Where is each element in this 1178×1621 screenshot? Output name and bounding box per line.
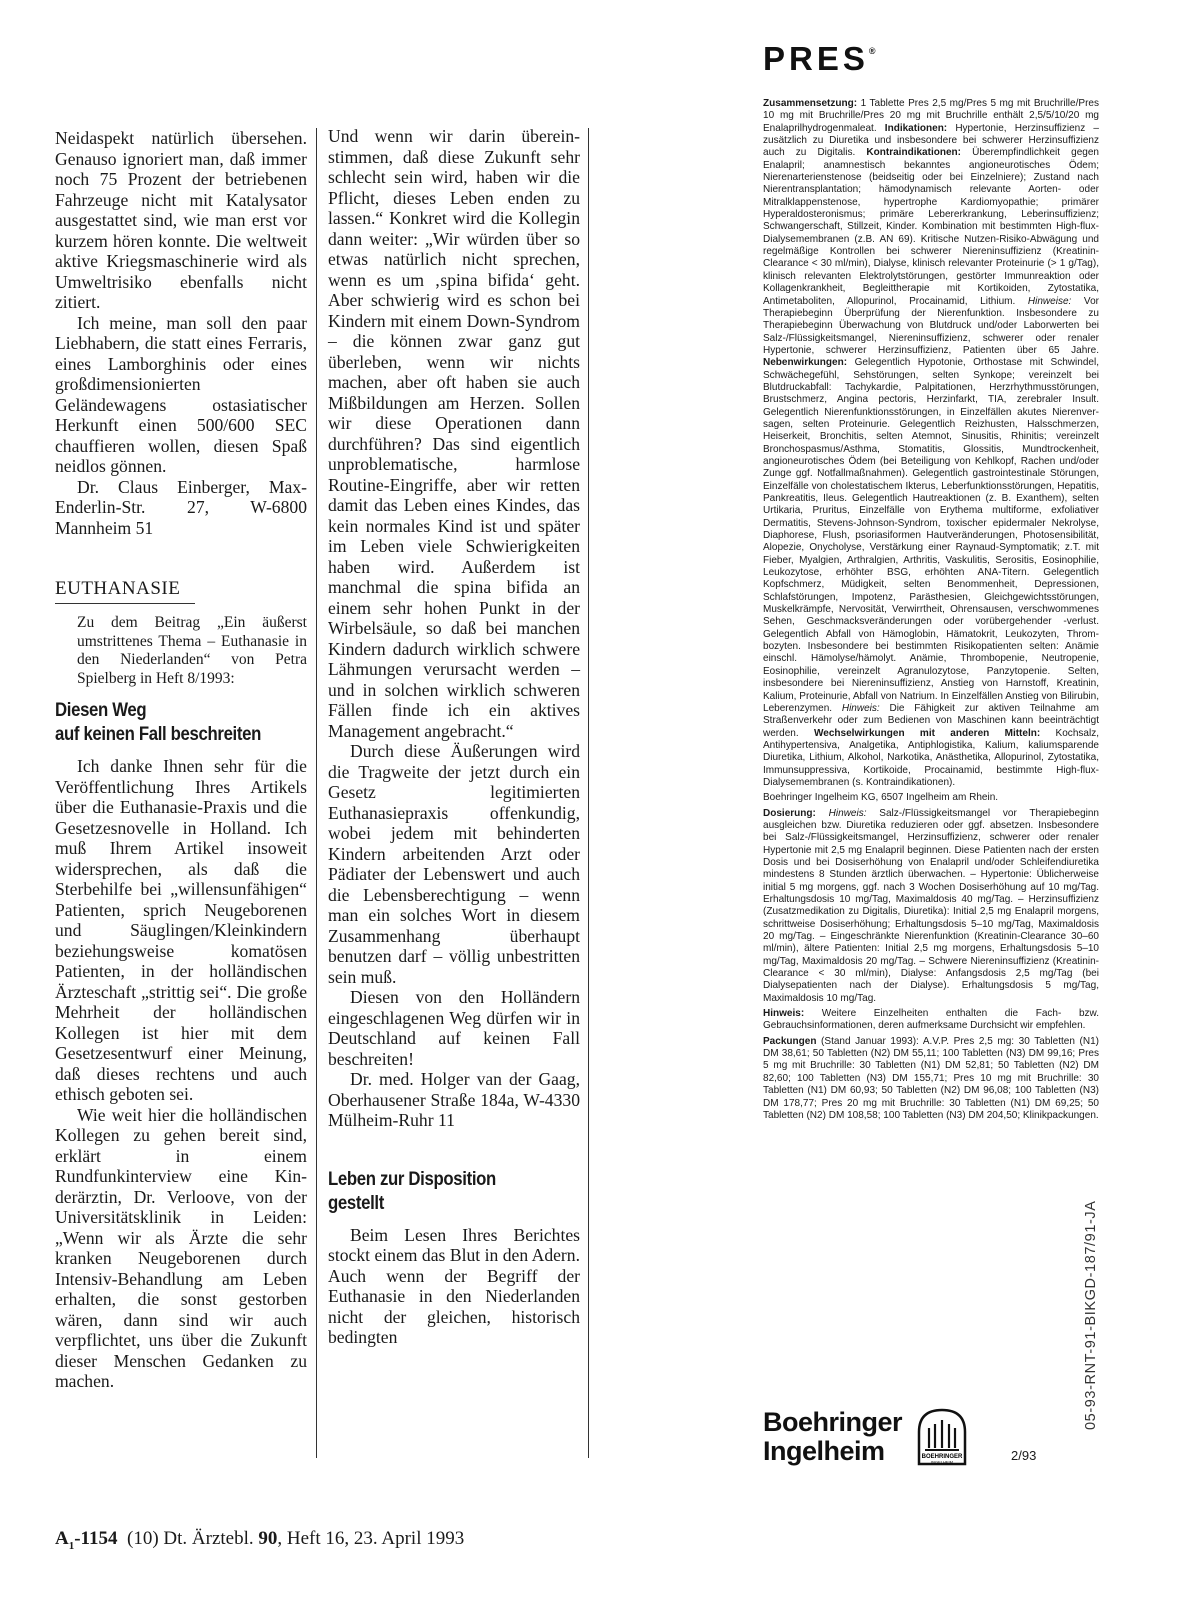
column-middle	[328, 126, 580, 1348]
journal-name: (10) Dt. Ärztebl.	[117, 1528, 259, 1549]
paragraph: Und wenn wir darin übereinstimmen, daß diese Zukunft sehr schlecht sein wird, haben wir die Pflicht, dieses Leben enden zu lassen.“ Konkret wird die Kollegin dann weiter: „Wir würden über so etwas natürlich nicht sprechen, wenn es um ‚spina bifida‘ geht. Aber schwierig wird es schon bei Kindern mit einem Down-Syndrom – die können zwar ganz gut überleben, wenn wir nichts machen, aber oft haben sie auch Mißbildungen am Herzen. Sollen wir diese Operationen dann durchführen? Das sind eigentlich unproblematische, harmlose Routine-Eingriffe, aber wir retten damit das Leben eines Kindes, das kein normales Kind ist und später im Leben viele Schwierigkeiten haben wird. Außerdem ist manchmal die spina bifida an einem sehr hohen Punkt in der Wirbelsäule, so daß bei manchen Kindern dadurch wirklich schwere Lähmungen verursacht werden – und in solchen wirklich schweren Fällen finde ich ein aktives Management angebracht.“	[328, 126, 580, 741]
info-paragraph	[763, 1036, 1099, 1122]
label: Hinweis:	[763, 1008, 805, 1020]
brand-name: PRES	[763, 40, 869, 77]
text: Kochsalz, Antihypertensiva, Analgetika, Antiphlogistika, Kalium, kaliumsparende Diuretika, Lithium, Alkohol, Narkotika, Anästhetika, Allopurinol, Zytostatika, Immunsuppressiva, Kortikoide, Procainamid, bestimmte High-flux-Dialysemembranen (s. Kontraindikationen).	[763, 727, 1099, 788]
label: Wechselwirkungen mit anderen Mitteln:	[814, 727, 1041, 739]
boehringer-logo	[763, 1408, 902, 1466]
text: Gelegentlich Hypotonie, Orthostase mit Schwindel, Schwächegefühl, Sehstörungen, selten Synkope; vereinzelt bei Blutdruckabfall: Tachykardie, Palpitationen, Herzrhythmusstörungen, Brustschmerz, Angina pectoris, Herzinfarkt, TIA, zerebraler Insult. Gelegentlich Nierenfunktionsstörungen, in Einzelfällen akutes Nierenversagen, selten Proteinurie. Gelegentlich Reizhusten, Halsschmerzen, Heiserkeit, Bronchitis, selten Atemnot, Sinusitis, Rhinitis; vereinzelt Bronchospasmus/Asthma, Stomatitis, Glossitis, Mundtrockenheit, angioneurotisches Ödem (bei Beteiligung von Kehlkopf, Rachen und/oder Zunge ggf. Notfallmaßnahmen). Gelegentlich gastrointestinale Störungen, Einzelfälle von cholestatischem Ikterus, Leberfunktionsstörungen, Hepatitis, Pankreatitis, Ileus. Gelegentlich Hautreaktionen (z. B. Exanthem), selten Urtikaria, Pruritus, Einzelfälle von Erythema multiforme, exfoliativer Dermatitis, Stevens-Johnson-Syndrom, toxischer epidermaler Nekrolyse, Diaphorese, Flush, psoriasiformen Hautveränderungen, Photosensibilität, Alopezie, Onycholyse, Verstärkung einer Raynaud-Symptomatik; z.T. mit Fieber, Myalgien, Arthralgien, Arthritis, Vaskulitis, Serositis, Eosinophilie, Leukozytose, erhöhter BSG, erhöhten ANA-Titern. Gelegentlich Kopfschmerz, Müdigkeit, selten Benommenheit, Depressionen, Schlafstörungen, Impotenz, Parästhesien, Gleichgewichtsstörungen, Muskelkrämpfe, Nervosität, Verwirrtheit, Ohrensausen, verschwommenes Sehen, Geschmacksveränderungen oder vorübergehender -verlust. Gelegentlich Abfall von Hämoglobin, Hämatokrit, Leukozyten, Thrombozyten. Insbesondere bei bestimmten Risikopatienten selten: Anämie einschl. Hämolyse/hämolyt. Anämie, Thrombopenie, Neutropenie, Eosinophilie, vereinzelt Agranulozytose, Panzytopenie. Selten, insbesondere bei Niereninsuffizienz, Anstieg von Harnstoff, Kreatinin, Kalium, Proteinurie, Abfall von Natrium. In Einzelfällen Anstieg von Bilirubin, Leberenzymen.	[763, 357, 1099, 714]
text: (Stand Januar 1993): A.V.P. Pres 2,5 mg: 30 Tabletten (N1) DM 38,61; 50 Tabletten (N2) DM 55,11; 100 Tabletten (N3) DM 99,16; Pres 5 mg mit Bruchrille: 30 Tabletten (N1) DM 52,81; 50 Tabletten (N2) DM 82,60; 100 Tabletten (N3) DM 155,71; Pres 10 mg mit Bruchrille: 30 Tabletten (N1) DM 60,93; 50 Tabletten (N2) DM 96,08; 100 Tabletten (N3) DM 178,77; Pres 20 mg mit Bruchrille: 30 Tabletten (N1) DM 69,25; 50 Tabletten (N2) DM 108,58; 100 Tabletten (N3) DM 204,50; Klinikpackungen.	[763, 1035, 1099, 1121]
section-label: EUTHANASIE	[55, 578, 195, 604]
page-number: -1154	[74, 1528, 118, 1549]
prescribing-information	[763, 98, 1099, 1125]
paragraph: Ich meine, man soll den paar Liebhabern, die statt eines Ferraris, eines Lamborghinis oder eines großdimensionierten Geländewagens ostasiatischer Herkunft einen 500/600 SEC chauffieren wollen, diesen Spaß neidlos gönnen.	[55, 312, 307, 476]
headline-line: Leben zur Disposition	[328, 1167, 496, 1190]
text: Weitere Einzelheiten enthalten die Fach- bzw. Gebrauchsinformationen, deren aufmerksame Durchsicht wir empfehlen.	[763, 1008, 1099, 1032]
registered-mark: ®	[868, 46, 876, 56]
issue-info: , Heft 16, 23. April 1993	[277, 1528, 465, 1549]
paragraph: Diesen von den Holländern eingeschlagenen Weg dürfen wir in Deutschland auf keinen Fall beschreiten!	[328, 987, 580, 1069]
page-footer	[55, 1528, 464, 1552]
text: Salz-/Flüssigkeitsmangel vor Therapiebeginn ausgleichen bzw. Diuretika reduzieren oder ggf. absetzen. Insbesondere bei Salz-/Flüssigkeitsmangel, Herzinsuffizienz, schwerer oder renaler Hypertonie mit 2,5 mg Enalapril beginnen. Diese Patienten nach der ersten Dosis und bei Dosiserhöhung von Enalapril und/oder Schleifendiuretika mindestens 8 Stunden ärztlich überwachen. – Hypertonie: Üblicherweise initial 5 mg morgens, ggf. nach 3 Wochen Dosiserhöhung auf 10 mg/Tag. Erhaltungsdosis 10 mg/Tag, Maximaldosis 40 mg/Tag. – Herzinsuffizienz (Zusatzmedikation zu Digitalis, Diuretika): Initial 2,5 mg Enalapril morgens, schrittweise Dosiserhöhung; Erhaltungsdosis 5–10 mg/Tag, Maximaldosis 20 mg/Tag. – Eingeschränkte Nierenfunktion (Kreatinin-Clearance 30–60 ml/min), ältere Patienten: Initial 2,5 mg morgens, Erhaltungsdosis 5–10 mg/Tag, Maximaldosis 20 mg/Tag. – Schwere Niereninsuffizienz (Kreatinin-Clearance < 30 ml/min), Dialyse: Anfangsdosis 2,5 mg/Tag (bei Dialysepatienten nach der Dialyse). Erhaltungsdosis 5 mg/Tag, Maximaldosis 10 mg/Tag.	[763, 807, 1100, 1004]
paragraph: Durch diese Äußerungen wird die Tragweite der jetzt durch ein Gesetz legitimierten Euthanasiepraxis offenkundig, wobei jedem mit behinderten Kindern arbeitenden Arzt oder Pädiater der Lebenswert und auch die Lebensberechtigung – wenn man ein solches Wort in diesem Zusammenhang überhaupt benutzen darf – völlig unbestritten sein muß.	[328, 741, 580, 987]
letter-signature: Dr. med. Holger van der Gaag, Oberhausener Straße 184a, W-4330 Mülheim-Ruhr 11	[328, 1069, 580, 1130]
letter-signature: Dr. Claus Einberger, Max-Enderlin-Str. 27, W-6800 Mannheim 51	[55, 476, 307, 538]
text: Die Fähigkeit zur aktiven Teilnahme am Straßenverkehr oder zum Bedienen von Maschinen kann beeinträchtigt werden.	[763, 702, 1099, 739]
paragraph: Neidaspekt natürlich übersehen. Genauso ignoriert man, daß immer noch 75 Prozent der betriebenen Fahrzeuge nicht mit Katalysator ausgestattet sind, wie man erst vor kurzem hören konnte. Die weltweit aktive Kriegsmaschinerie wird als Umweltrisiko ebenfalls nicht zitiert.	[55, 128, 307, 312]
label: Dosierung:	[763, 807, 816, 819]
label: Hinweis:	[815, 807, 867, 819]
info-paragraph	[763, 1008, 1099, 1033]
boehringer-emblem-icon	[913, 1406, 971, 1470]
info-paragraph	[763, 808, 1099, 1006]
page-prefix: A	[55, 1528, 69, 1549]
column-left	[55, 128, 307, 1392]
logo-line: Boehringer	[763, 1407, 903, 1437]
company-line: Boehringer Ingelheim KG, 6507 Ingelheim am Rhein.	[763, 792, 999, 804]
headline	[328, 1167, 586, 1215]
label: Nebenwirkungen:	[763, 357, 848, 369]
text: Überempfindlichkeit gegen Enalapril; anamnestisch bekanntes angioneurotisches Ödem; Nierenarterienstenose (beidseitig oder bei Einzelniere); Zustand nach Nierentransplantation; hämodynamisch relevante Aorten- oder Mitralklappenstenose, hypertrophe Kardiomyopathie; primärer Hyperaldosteronismus; primäre Lebererkrankung, Leberinsuffizienz; Schwangerschaft, Stillzeit, Kinder. Kombination mit bestimmten High-flux-Dialysemembranen (z.B. AN 69). Kritische Nutzen-Risiko-Abwägung und regelmäßige Kontrollen bei schwerer Niereninsuffizienz (Kreatinin-Clearance < 30 ml/min), Dialyse, klinisch relevanter Proteinurie (> 1 g/Tag), klinisch relevanten Elektrolytstörungen, gestörter Immunreaktion oder Kollagenkrankheit, Begleittherapie mit Kortikoiden, Zytostatika, Antimetaboliten, Allopurinol, Procainamid, Lithium.	[763, 147, 1099, 307]
headline	[55, 698, 313, 746]
paragraph: Ich danke Ihnen sehr für die Veröffentlichung Ihres Artikels über die Euthanasie-Praxis und die Gesetzesnovelle in Holland. Ich muß Ihrem Artikel insoweit widersprechen, als daß die Sterbehilfe bei „willensunfähigen“ Patienten, sprich Neugeborenen und Säuglingen/Kleinkindern beziehungsweise komatösen Patienten, in der holländischen Ärzteschaft „strittig sei“. Die große Mehrheit der holländischen Kollegen ist hier mit dem Gesetzesentwurf einer Meinung, daß dieses rechtens und auch ethisch geboten sei.	[55, 756, 307, 1104]
text: 1 Tablette Pres 2,5 mg/Pres 5 mg mit Bruchrille/Pres 10 mg mit Bruchrille/Pres 20 mg mit Bruchrille enthält 2,5/5/10/20 mg Enalaprilhydrogenmaleat.	[763, 98, 1099, 134]
emblem-text: BOEHRINGER	[921, 1454, 963, 1460]
page-prefix-sub: 1	[68, 1539, 75, 1552]
text: Vor Therapiebeginn Überprüfung der Nierenfunktion. Insbesondere zu Therapiebeginn Überwachung von Blutdruck und/oder Laborwerten bei Salz-/Flüssigkeitsmangel, Niereninsuffizienz, schwerer oder renaler Hypertonie, schwerer Herzinsuffizienz, Patienten über 65 Jahre.	[763, 295, 1099, 356]
ad-date: 2/93	[1011, 1448, 1037, 1463]
logo-line: Ingelheim	[763, 1436, 885, 1466]
label: Hinweise:	[1027, 295, 1072, 307]
ad-reference-code: 05-93-RNT-91-BIKGD-187/91-JA	[1083, 1200, 1099, 1430]
label: Hinweis:	[841, 702, 880, 714]
letter-intro: Zu dem Beitrag „Ein äußerst umstrittenes Thema – Euthanasie in den Niederlanden“ von Petra Spielberg in Heft 8/1993:	[77, 614, 307, 687]
column-rule	[588, 128, 589, 1458]
label: Kontraindikationen:	[866, 147, 962, 159]
pres-logo	[763, 40, 876, 78]
column-rule	[316, 128, 317, 1458]
headline-line: gestellt	[328, 1191, 384, 1214]
label: Indikationen:	[884, 122, 948, 134]
label: Packungen	[763, 1035, 817, 1047]
emblem-text: INGELHEIM	[930, 1459, 954, 1465]
paragraph: Wie weit hier die holländischen Kollegen zu gehen bereit sind, erklärt in einem Rundfunkinterview eine Kinderärztin, Dr. Verloove, von der Universitätsklinik in Leiden: „Wenn wir als Ärzte die sehr kranken Neugeborenen durch Intensiv-Behandlung am Leben erhalten, die sonst gestorben wären, dann sind wir auch verpflichtet, uns über die Zukunft dieser Menschen Gedanken zu machen.	[55, 1104, 307, 1391]
label: Zusammensetzung:	[763, 98, 858, 109]
text: Hypertonie, Herzinsuffizienz – zusätzlich zu Diuretika und insbesondere bei schwerer Herzinsuffizienz auch zu Digitalis.	[763, 122, 1099, 159]
headline-line: auf keinen Fall beschreiten	[55, 723, 261, 745]
volume: 90	[258, 1528, 278, 1549]
paragraph: Beim Lesen Ihres Berichtes stockt einem das Blut in den Adern. Auch wenn der Begriff der Euthanasie in den Niederlanden nicht der gleichen, historisch bedingten	[328, 1224, 580, 1347]
headline-line: Diesen Weg	[55, 699, 147, 721]
info-paragraph	[763, 98, 1099, 789]
